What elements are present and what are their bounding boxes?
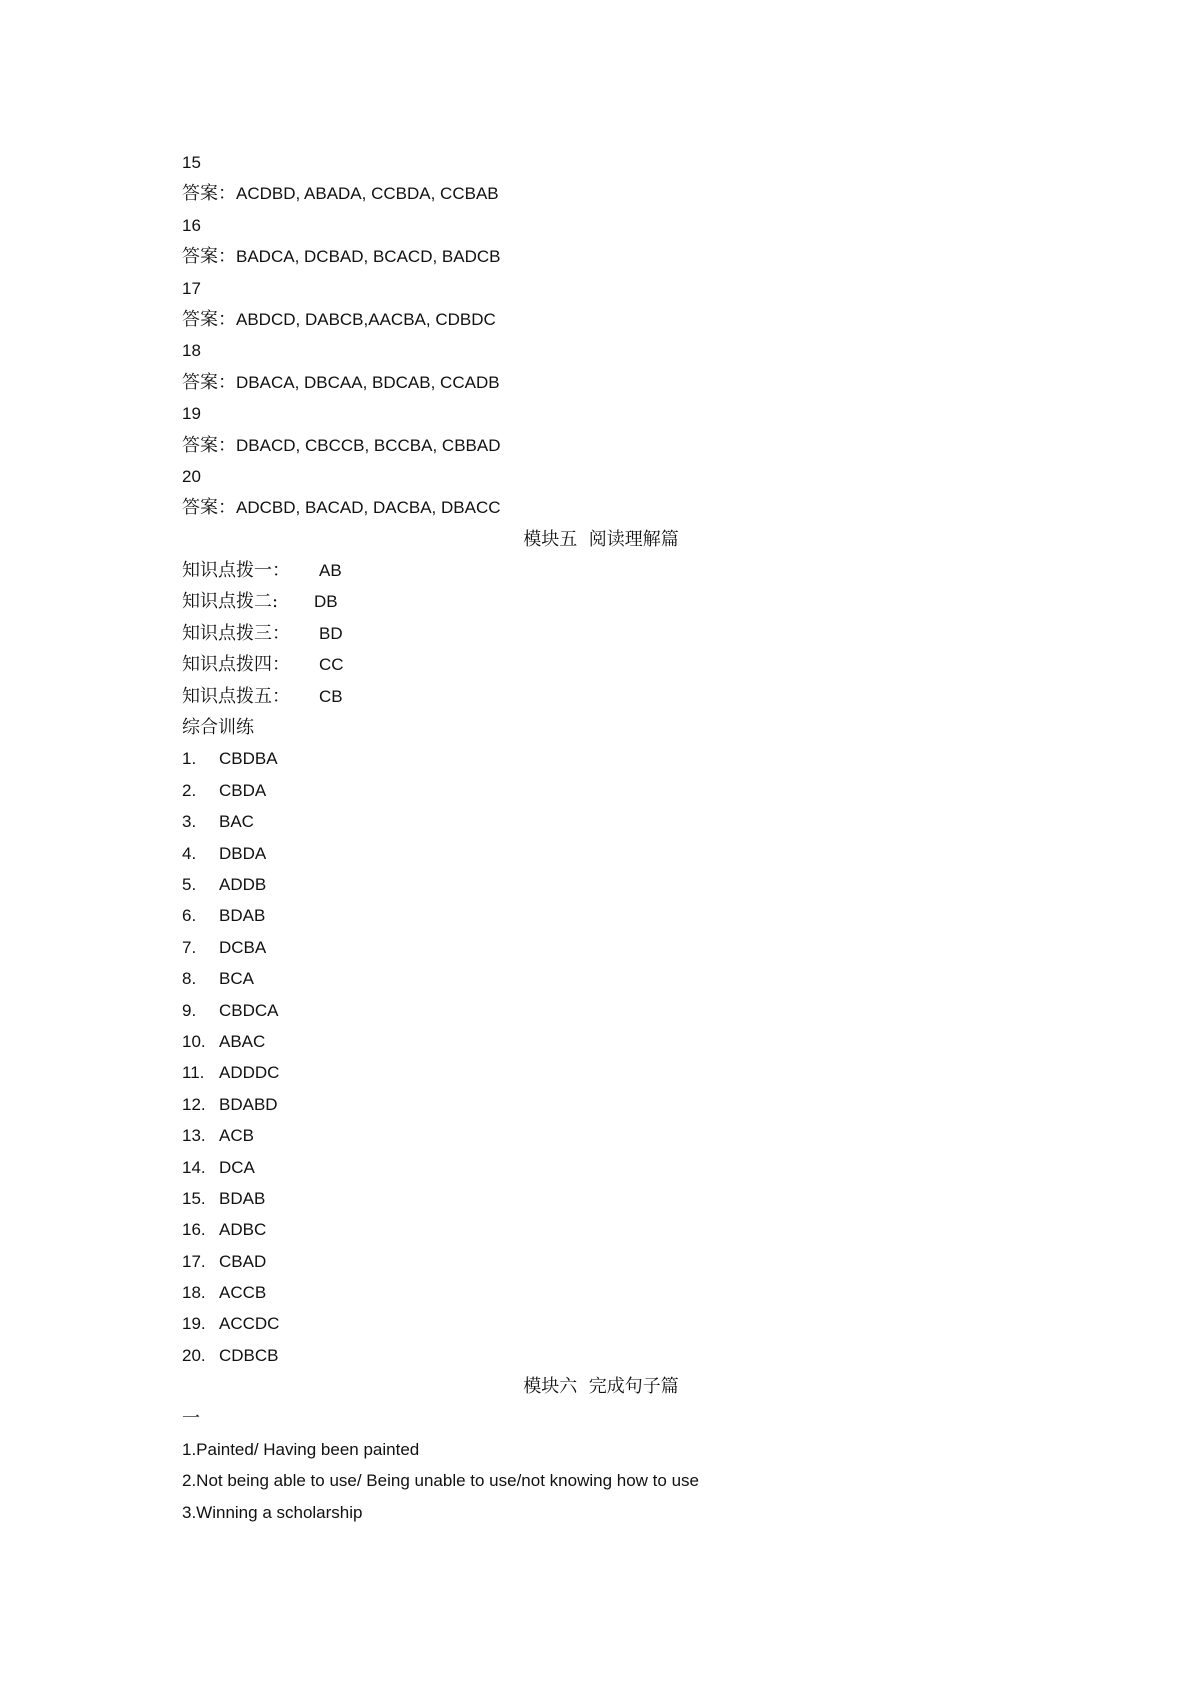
practice-item-answer: DBDA xyxy=(219,843,267,863)
practice-item-number: 1. xyxy=(182,749,197,769)
practice-item xyxy=(182,1120,1020,1151)
answer-line xyxy=(182,241,1020,272)
practice-item xyxy=(182,1246,1020,1277)
practice-item-number: 11. xyxy=(182,1063,205,1083)
practice-item-number: 12. xyxy=(182,1094,206,1114)
knowledge-point-answer: CC xyxy=(319,655,344,675)
practice-item-number: 18. xyxy=(182,1283,206,1303)
practice-item xyxy=(182,1277,1020,1308)
knowledge-point-label: 知识点拨四： xyxy=(182,654,290,676)
practice-item xyxy=(182,995,1020,1026)
practice-heading: 综合训练 xyxy=(182,717,254,739)
answer-line xyxy=(182,367,1020,398)
answer-label: 答案： xyxy=(182,183,236,205)
practice-item xyxy=(182,1214,1020,1245)
knowledge-point-answer: AB xyxy=(319,561,342,581)
answer-line xyxy=(182,304,1020,335)
answer-value: DBACA, DBCAA, BDCAB, CCADB xyxy=(236,372,500,392)
practice-item-number: 14. xyxy=(182,1157,206,1177)
knowledge-point-answer: BD xyxy=(319,623,343,643)
sentence-answer: 3.Winning a scholarship xyxy=(182,1502,363,1522)
practice-item-number: 20. xyxy=(182,1345,206,1365)
practice-item-answer: CBDBA xyxy=(219,749,278,769)
answer-value: ACDBD, ABADA, CCBDA, CCBAB xyxy=(236,184,499,204)
question-number: 17 xyxy=(182,278,201,298)
answer-line xyxy=(182,430,1020,461)
answer-label: 答案： xyxy=(182,434,236,456)
practice-item-answer: BCA xyxy=(219,969,254,989)
practice-item-number: 10. xyxy=(182,1031,206,1051)
practice-item xyxy=(182,1340,1020,1371)
practice-item xyxy=(182,1026,1020,1057)
knowledge-point xyxy=(182,649,1020,680)
answer-label: 答案： xyxy=(182,371,236,393)
sentence-answer: 2.Not being able to use/ Being unable to use/not knowing how to use xyxy=(182,1471,699,1491)
practice-item-number: 8. xyxy=(182,969,197,989)
practice-item-answer: DCA xyxy=(219,1157,255,1177)
module-title: 模块六 完成句子篇 xyxy=(523,1376,679,1398)
practice-item xyxy=(182,1152,1020,1183)
practice-item-number: 4. xyxy=(182,843,197,863)
practice-item-number: 7. xyxy=(182,937,197,957)
practice-item xyxy=(182,743,1020,774)
practice-item-answer: BDAB xyxy=(219,906,266,926)
practice-item xyxy=(182,932,1020,963)
question-number: 18 xyxy=(182,341,201,361)
answer-value: DBACD, CBCCB, BCCBA, CBBAD xyxy=(236,435,501,455)
question-number: 15 xyxy=(182,153,201,172)
knowledge-point-label: 知识点拨二: xyxy=(182,591,279,613)
practice-item-number: 19. xyxy=(182,1314,206,1334)
knowledge-point xyxy=(182,586,1020,617)
question-number: 16 xyxy=(182,215,201,235)
practice-item-answer: CBAD xyxy=(219,1251,267,1271)
document-body xyxy=(182,147,1020,1528)
practice-item-answer: DCBA xyxy=(219,937,267,957)
answer-value: ABDCD, DABCB,AACBA, CDBDC xyxy=(236,309,496,329)
practice-item-number: 6. xyxy=(182,906,197,926)
practice-item-answer: ACCB xyxy=(219,1283,267,1303)
practice-item-answer: CDBCB xyxy=(219,1345,279,1365)
answer-line xyxy=(182,178,1020,209)
question-number: 19 xyxy=(182,404,201,424)
practice-item-number: 2. xyxy=(182,780,197,800)
practice-item-answer: BDABD xyxy=(219,1094,278,1114)
knowledge-point-label: 知识点拨一： xyxy=(182,560,290,582)
knowledge-point-answer: DB xyxy=(314,592,338,612)
practice-item-answer: ABAC xyxy=(219,1031,266,1051)
practice-item xyxy=(182,838,1020,869)
answer-value: ADCBD, BACAD, DACBA, DBACC xyxy=(236,498,501,518)
practice-item-number: 16. xyxy=(182,1220,206,1240)
knowledge-point-answer: CB xyxy=(319,686,343,706)
knowledge-point-label: 知识点拨五： xyxy=(182,685,290,707)
module-title: 模块五 阅读理解篇 xyxy=(523,528,679,550)
question-number: 20 xyxy=(182,466,201,486)
practice-item-answer: ADDDC xyxy=(219,1063,280,1083)
answer-label: 答案： xyxy=(182,497,236,519)
sentence-answer: 1.Painted/ Having been painted xyxy=(182,1440,420,1460)
practice-item xyxy=(182,806,1020,837)
practice-item xyxy=(182,1183,1020,1214)
section-marker: 一 xyxy=(182,1407,200,1429)
practice-item-answer: ACCDC xyxy=(219,1314,280,1334)
practice-item xyxy=(182,1057,1020,1088)
knowledge-point xyxy=(182,555,1020,586)
practice-item xyxy=(182,963,1020,994)
practice-item xyxy=(182,1089,1020,1120)
answer-label: 答案： xyxy=(182,308,236,330)
knowledge-point-label: 知识点拨三： xyxy=(182,622,290,644)
practice-item-answer: ACB xyxy=(219,1126,254,1146)
knowledge-point xyxy=(182,681,1020,712)
practice-item-answer: ADDB xyxy=(219,874,267,894)
practice-item xyxy=(182,775,1020,806)
knowledge-point xyxy=(182,618,1020,649)
answer-label: 答案： xyxy=(182,246,236,268)
practice-item-answer: CBDCA xyxy=(219,1000,279,1020)
practice-item-answer: CBDA xyxy=(219,780,267,800)
practice-item-number: 15. xyxy=(182,1188,206,1208)
practice-item-answer: ADBC xyxy=(219,1220,267,1240)
practice-item-number: 3. xyxy=(182,812,197,832)
answer-line xyxy=(182,492,1020,523)
practice-item-number: 5. xyxy=(182,874,197,894)
practice-item xyxy=(182,900,1020,931)
practice-item-number: 9. xyxy=(182,1000,197,1020)
practice-item-number: 13. xyxy=(182,1126,206,1146)
practice-item-number: 17. xyxy=(182,1251,206,1271)
practice-item xyxy=(182,869,1020,900)
practice-item xyxy=(182,1308,1020,1339)
practice-item-answer: BDAB xyxy=(219,1188,266,1208)
answer-value: BADCA, DCBAD, BCACD, BADCB xyxy=(236,247,501,267)
practice-item-answer: BAC xyxy=(219,812,254,832)
